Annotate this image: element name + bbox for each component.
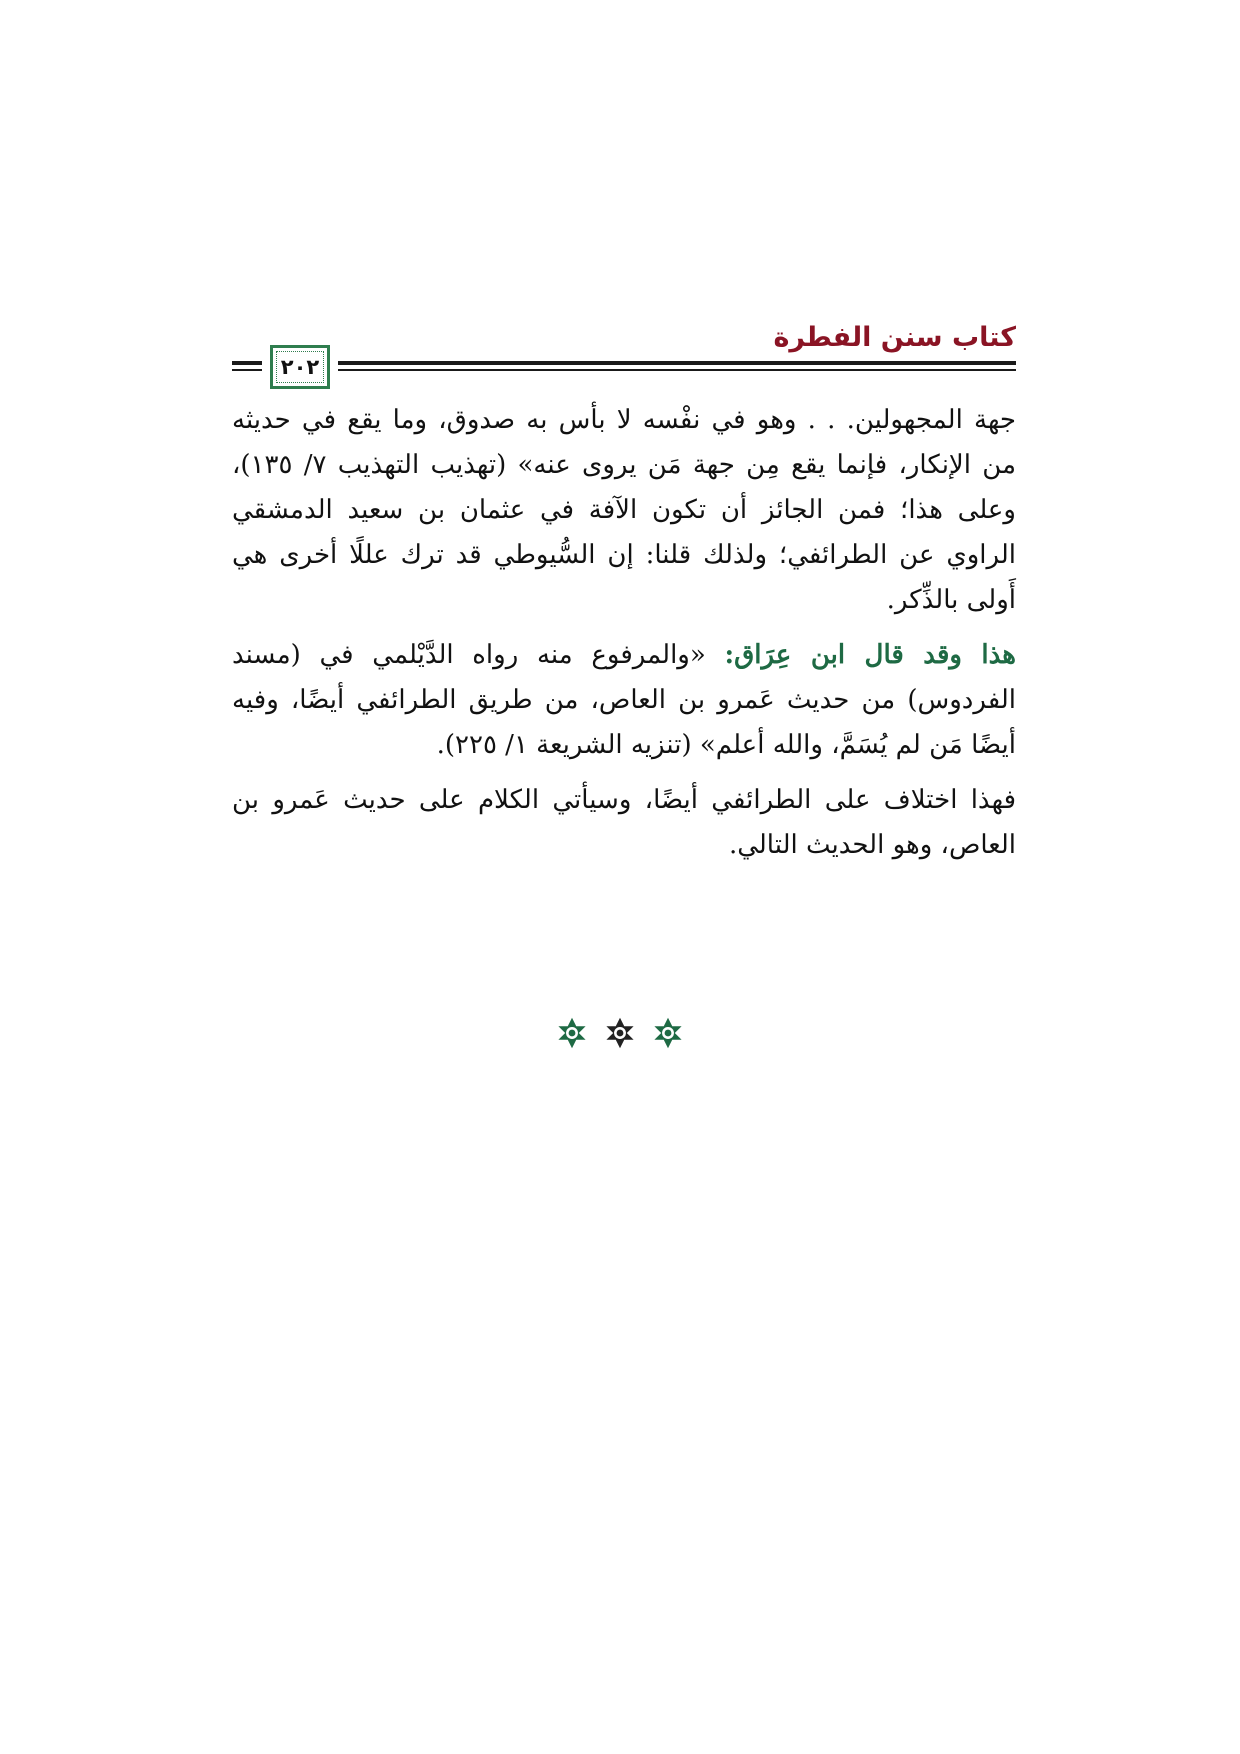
floral-star-icon xyxy=(651,1016,685,1050)
page-body xyxy=(232,398,1016,878)
header-rule-thick xyxy=(338,361,1016,365)
header-rule-short-thick xyxy=(232,361,262,365)
page-number-badge xyxy=(270,345,330,389)
header-rule-short-thin xyxy=(232,369,262,371)
page-number: ٢٠٢ xyxy=(280,355,320,379)
paragraph-2-text: «والمرفوع منه رواه الدَّيْلمي في (مسند الفردوس) من حديث عَمرو بن العاص، من طريق الطرائفي أيضًا، وفيه أيضًا مَن لم يُسَمَّ، والله أعلم» (تنزيه الشريعة ١/ ٢٢٥). xyxy=(232,640,1016,760)
paragraph-3: فهذا اختلاف على الطرائفي أيضًا، وسيأتي الكلام على حديث عَمرو بن العاص، وهو الحديث التالي. xyxy=(232,785,1016,860)
header-rule-thin xyxy=(338,369,1016,371)
floral-star-icon xyxy=(555,1016,589,1050)
paragraph-2-lead: هذا وقد قال ابن عِرَاق: xyxy=(724,640,1016,670)
floral-star-icon xyxy=(603,1016,637,1050)
page-header xyxy=(232,318,1016,390)
book-title: كتاب سنن الفطرة xyxy=(773,322,1016,353)
paragraph-1: جهة المجهولين. . . وهو في نفْسه لا بأس به صدوق، وما يقع في حديثه من الإنكار، فإنما يقع مِن جهة مَن يروى عنه» (تهذيب التهذيب ٧/ ١٣٥)، وعلى هذا؛ فمن الجائز أن تكون الآفة في عثمان بن سعيد الدمشقي الراوي عن الطرائفي؛ ولذلك قلنا: إن السُّيوطي قد ترك عللًا أخرى هي أَولى بالذِّكر. xyxy=(232,405,1016,615)
section-end-ornaments xyxy=(0,1016,1240,1050)
paragraph-2 xyxy=(232,633,1016,768)
header-rule xyxy=(232,358,1016,378)
